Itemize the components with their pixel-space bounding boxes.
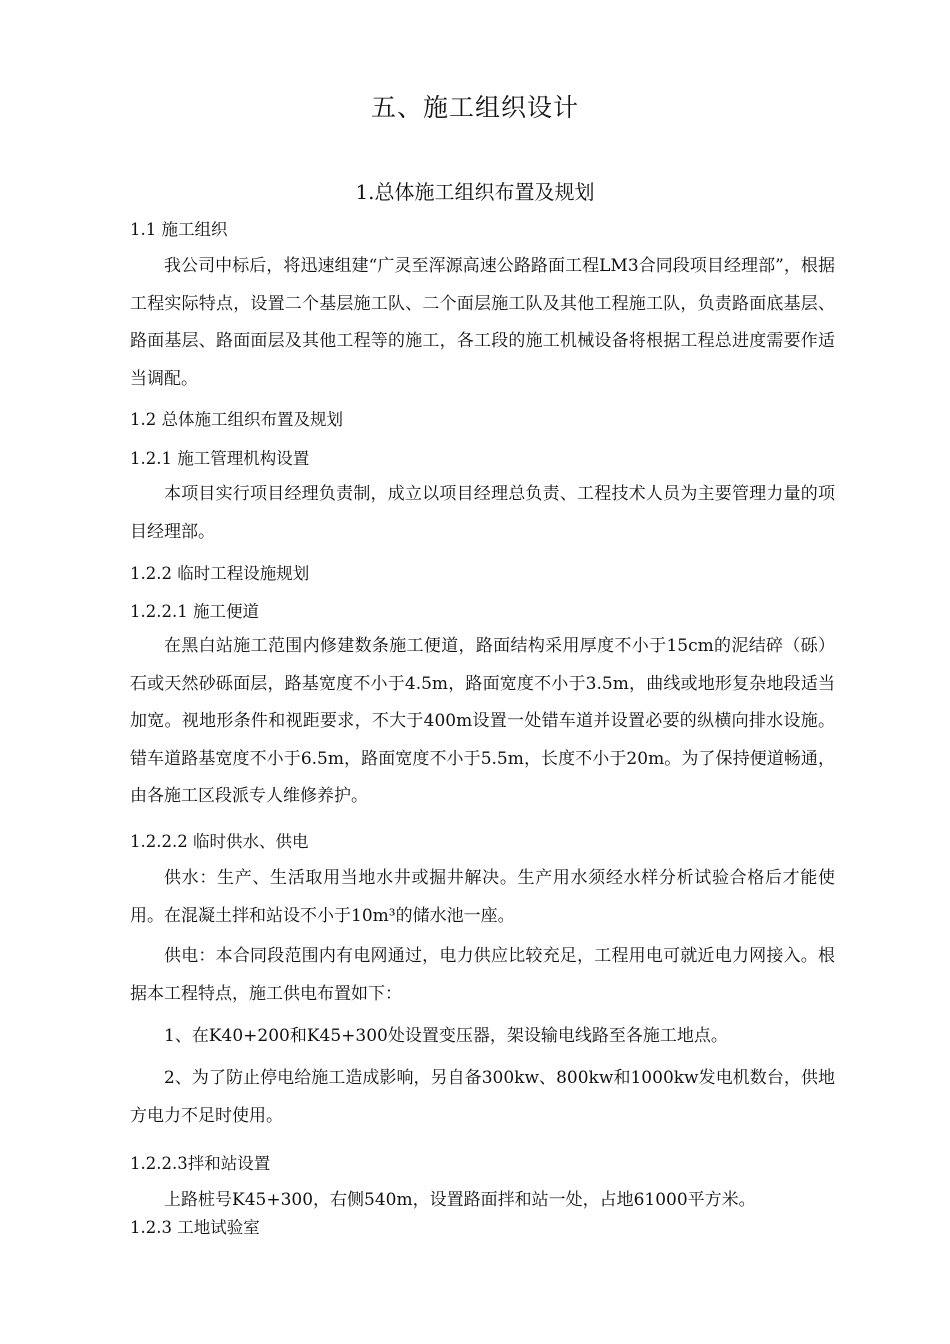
paragraph-management-structure: 本项目实行项目经理负责制，成立以项目经理总负责、工程技术人员为主要管理力量的项目经理部。 [130,484,835,542]
heading-1-2-2-3: 1.2.2.3拌和站设置 [130,1154,271,1173]
heading-1-2: 1.2 总体施工组织布置及规划 [130,410,343,429]
heading-1-2-2-1: 1.2.2.1 施工便道 [130,602,259,621]
paragraph-construction-organization: 我公司中标后，将迅速组建“广灵至浑源高速公路路面工程LM3合同段项目经理部”，根据工程实际特点，设置二个基层施工队、二个面层施工队及其他工程施工队，负责路面底基层、路面基层、路面面层及其他工程等的施工，各工段的施工机械设备将根据工程总进度需要作适当调配。 [130,256,835,389]
heading-1-2-2: 1.2.2 临时工程设施规划 [130,564,310,583]
paragraph-water-supply: 供水：生产、生活取用当地水井或掘井解决。生产用水须经水样分析试验合格后才能使用。在混凝土拌和站设不小于10m³的储水池一座。 [130,868,835,926]
paragraph-power-supply: 供电：本合同段范围内有电网通过，电力供应比较充足，工程用电可就近电力网接入。根据本工程特点，施工供电布置如下： [130,946,835,1004]
paragraph-generator: 2、为了防止停电给施工造成影响，另自备300kw、800kw和1000kw发电机数台，供地方电力不足时使用。 [130,1068,835,1126]
paragraph-transformer: 1、在K40+200和K45+300处设置变压器，架设输电线路至各施工地点。 [164,1026,728,1046]
document-title: 五、施工组织设计 [370,93,579,122]
heading-1-2-1: 1.2.1 施工管理机构设置 [130,449,310,468]
heading-1-2-2-2: 1.2.2.2 临时供水、供电 [130,832,309,851]
paragraph-mixing-station: 上路桩号K45+300，右侧540m，设置路面拌和站一处，占地61000平方米。 [164,1190,756,1210]
heading-1-2-3: 1.2.3 工地试验室 [130,1218,260,1237]
paragraph-temporary-roads: 在黑白站施工范围内修建数条施工便道，路面结构采用厚度不小于15cm的泥结碎（砾）石或天然砂砾面层，路基宽度不小于4.5m，路面宽度不小于3.5m，曲线或地形复杂地段适当加宽。视地形条件和视距要求，不大于400m设置一处错车道并设置必要的纵横向排水设施。错车道路基宽度不小于6.5m，路面宽度不小于5.5m，长度不小于20m。为了保持便道畅通，由各施工区段派专人维修养护。 [130,636,835,806]
heading-1-1: 1.1 施工组织 [130,220,228,239]
section-title: 1.总体施工组织布置及规划 [355,180,595,204]
